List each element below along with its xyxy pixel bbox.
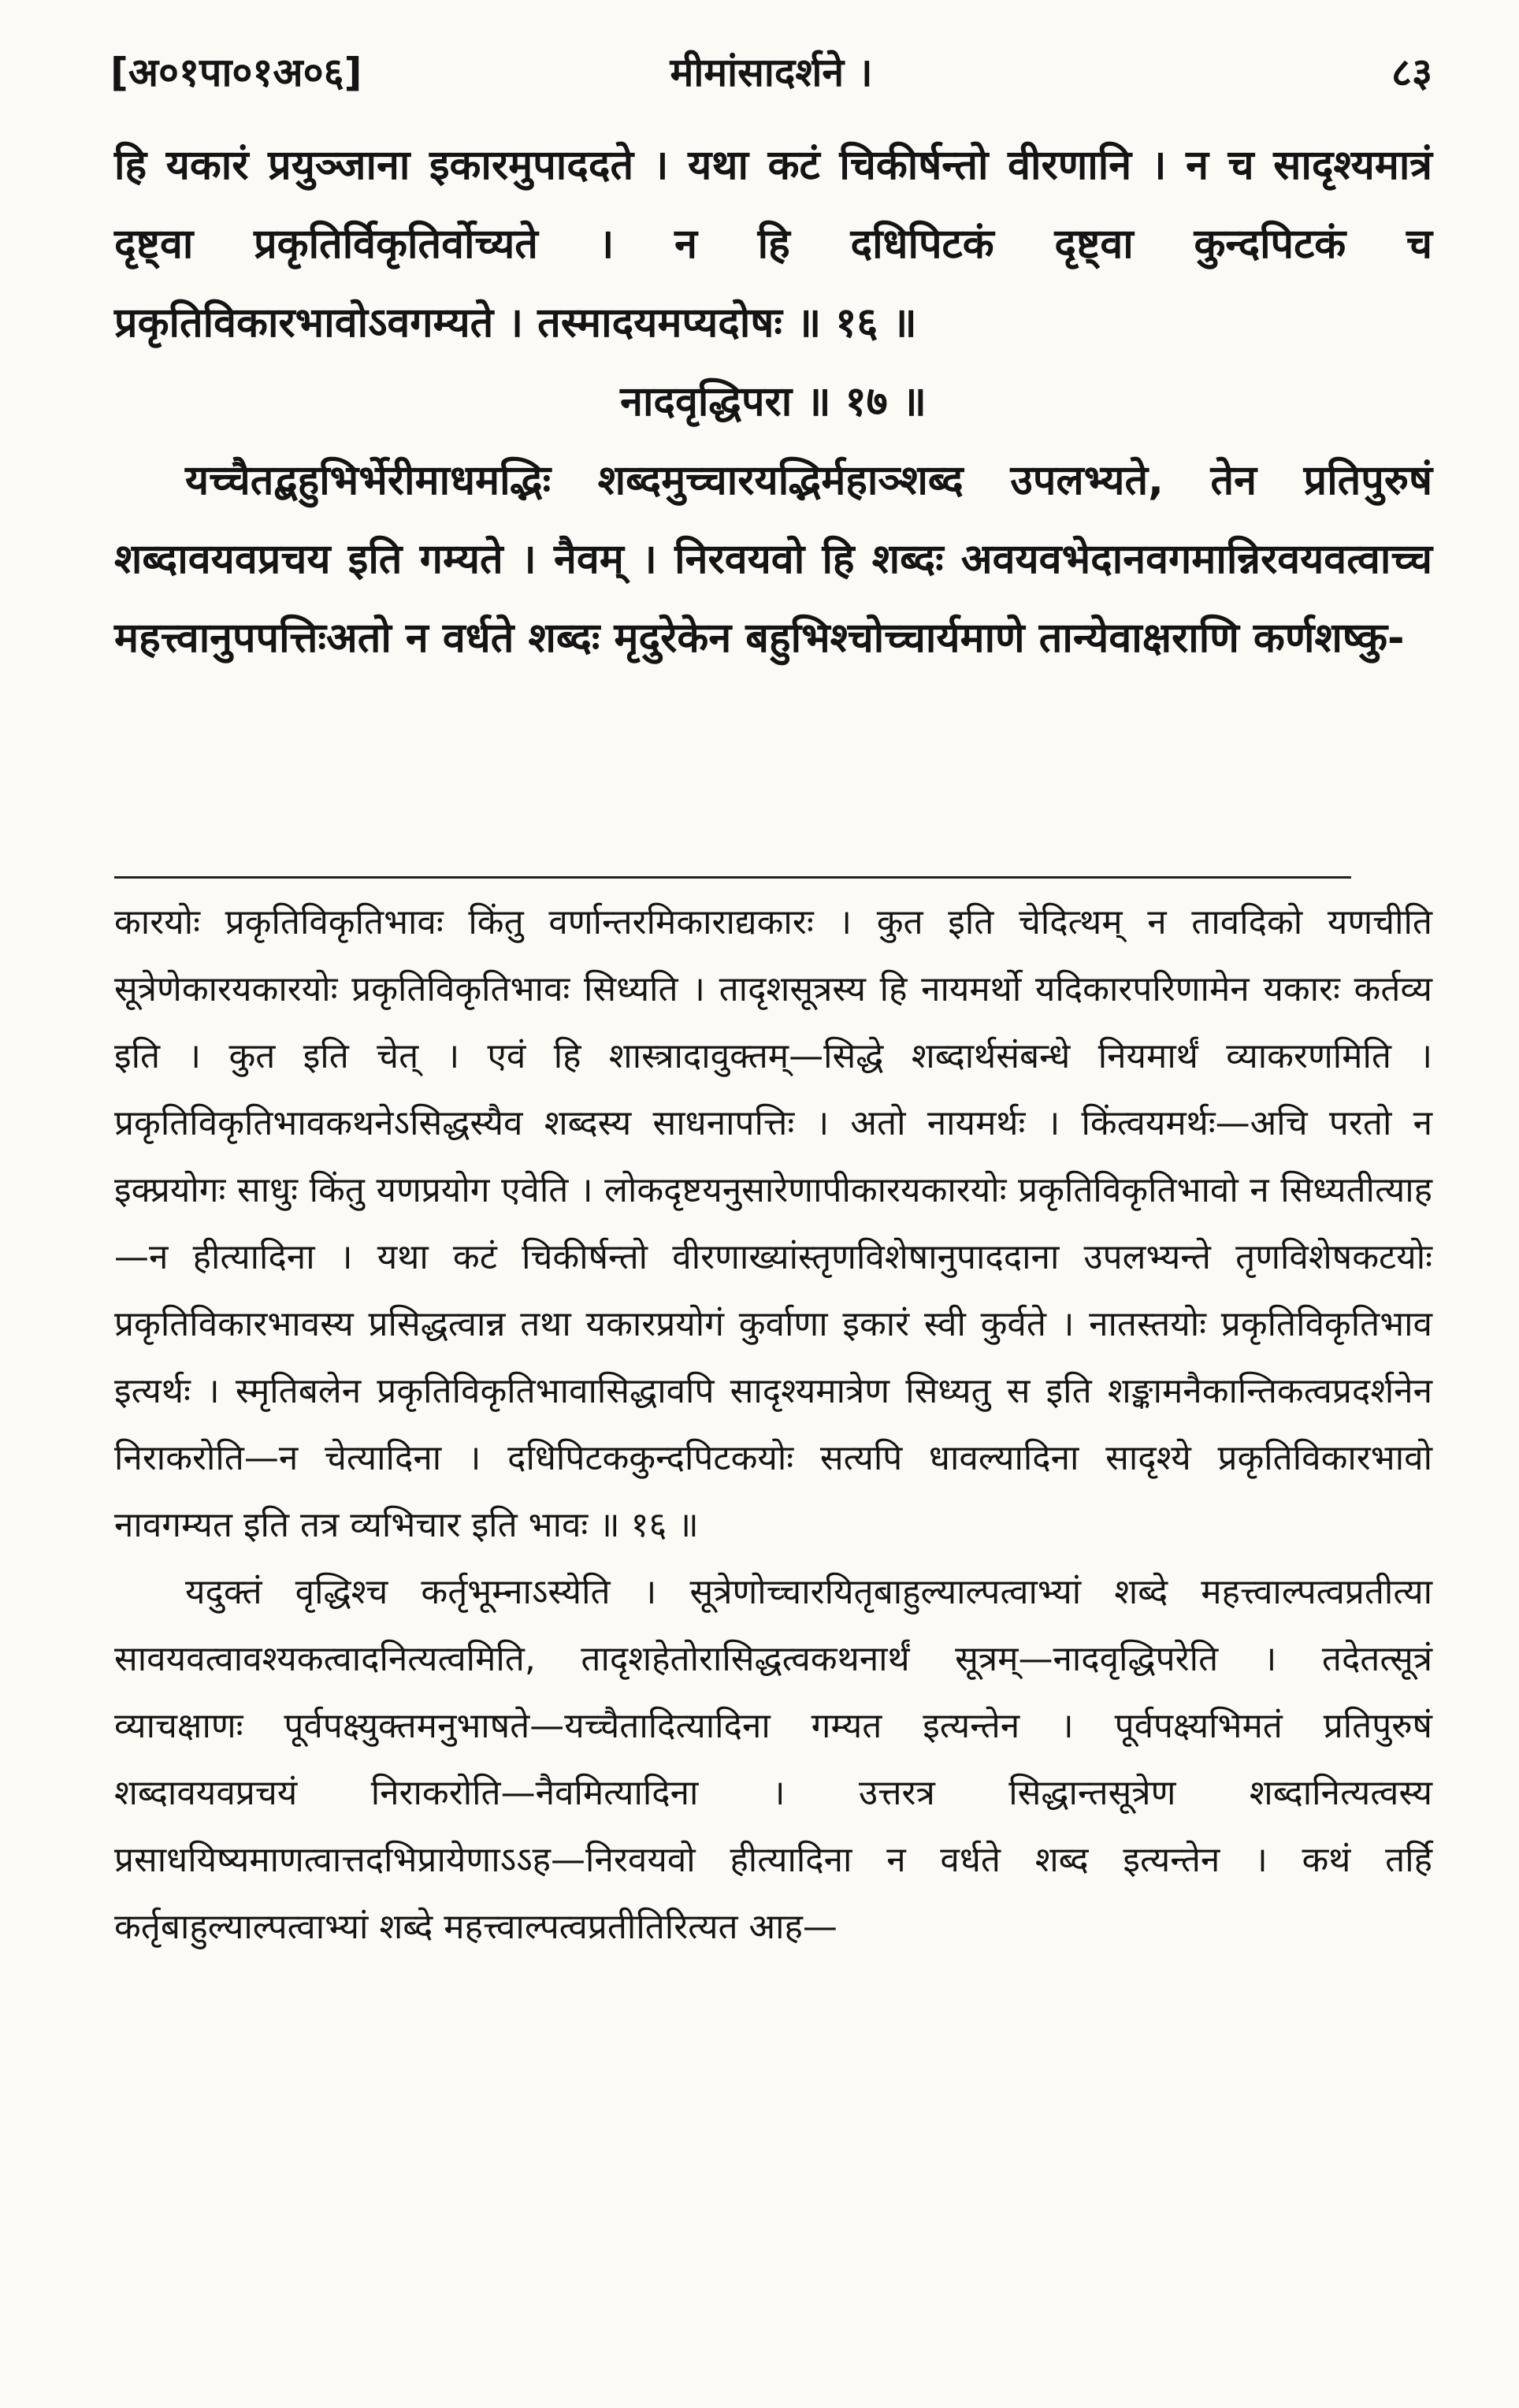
commentary-paragraph: यदुक्तं वृद्धिश्च कर्तृभूम्नाऽस्येति । सूत्रेणोच्चारयितृबाहुल्याल्पत्वाभ्यां शब्दे महत्त्वाल्पत्वप्रतीत्या सावयवत्वावश्यकत्वादनित्यत्वमिति, तादृशहेतोरासिद्धत्वकथनार्थं सूत्रम्—नादवृद्धिपरेति । तदेतत्सूत्रं व्याचक्षाणः पूर्वपक्ष्युक्तमनुभाषते—यच्चैतादित्यादिना गम्यत इत्यन्तेन । पूर्वपक्ष्यभिमतं प्रतिपुरुषं शब्दावयवप्रचयं निराकरोति—नैवमित्यादिना । उत्तरत्र सिद्धान्तसूत्रेण शब्दानित्यत्वस्य प्रसाधयिष्यमाणत्वात्तदभिप्रायेणाऽऽह—निरवयवो हीत्यादिना न वर्धते शब्द इत्यन्तेन । कथं तर्हि कर्तृबाहुल्याल्पत्वाभ्यां शब्दे महत्त्वाल्पत्वप्रतीतिरित्यत आह— (114, 1572, 1432, 1947)
running-head (110, 41, 1432, 104)
chapter-reference: [अ०१पा०१अ०६] (110, 50, 362, 95)
main-text (114, 126, 1432, 678)
commentary (114, 889, 1432, 1960)
divider-rule (114, 876, 1351, 879)
main-paragraph: हि यकारं प्रयुञ्जाना इकारमुपाददते । यथा कटं चिकीर्षन्तो वीरणानि । न च सादृश्यमात्रं दृष्ट्वा प्रकृतिर्विकृतिर्वोच्यते । न हि दधिपिटकं दृष्ट्वा कुन्दपिटकं च प्रकृतिविकारभावोऽवगम्यते । तस्मादयमप्यदोषः ॥ १६ ॥ (114, 142, 1432, 347)
sutra-heading: नादवृद्धिपरा ॥ १७ ॥ (620, 378, 927, 425)
book-title: मीमांसादर्शने । (670, 50, 873, 95)
page-number: ८३ (1391, 50, 1432, 95)
commentary-paragraph: कारयोः प्रकृतिविकृतिभावः किंतु वर्णान्तरमिकाराद्यकारः । कुत इति चेदित्थम् न तावदिको यणचीति सूत्रेणेकारयकारयोः प्रकृतिविकृतिभावः सिध्यति । तादृशसूत्रस्य हि नायमर्थो यदिकारपरिणामेन यकारः कर्तव्य इति । कुत इति चेत् । एवं हि शास्त्रादावुक्तम्—सिद्धे शब्दार्थसंबन्धे नियमार्थं व्याकरणमिति । प्रकृतिविकृतिभावकथनेऽसिद्धस्यैव शब्दस्य साधनापत्तिः । अतो नायमर्थः । किंत्वयमर्थः—अचि परतो न इक्प्रयोगः साधुः किंतु यणप्रयोग एवेति । लोकदृष्टयनुसारेणापीकारयकारयोः प्रकृतिविकृतिभावो न सिध्यतीत्याह—न हीत्यादिना । यथा कटं चिकीर्षन्तो वीरणाख्यांस्तृणविशेषानुपाददाना उपलभ्यन्ते तृणविशेषकटयोः प्रकृतिविकारभावस्य प्रसिद्धत्वान्न तथा यकारप्रयोगं कुर्वाणा इकारं स्वी कुर्वते । नातस्तयोः प्रकृतिविकृतिभाव इत्यर्थः । स्मृतिबलेन प्रकृतिविकृतिभावासिद्धावपि सादृश्यमात्रेण सिध्यतु स इति शङ्कामनैकान्तिकत्वप्रदर्शनेन निराकरोति—न चेत्यादिना । दधिपिटककुन्दपिटकयोः सत्यपि धावल्यादिना सादृश्ये प्रकृतिविकारभावो नावगम्यत इति तत्र व्यभिचार इति भावः ॥ १६ ॥ (114, 902, 1432, 1545)
main-paragraph: यच्चैतद्बहुभिर्भेरीमाधमद्भिः शब्दमुच्चारयद्भिर्महाञ्शब्द उपलभ्यते, तेन प्रतिपुरुषं शब्दावयवप्रचय इति गम्यते । नैवम् । निरवयवो हि शब्दः अवयवभेदानवगमान्निरवयवत्वाच्च महत्त्वानुपपत्तिःअतो न वर्धते शब्दः मृदुरेकेन बहुभिश्चोच्चार्यमाणे तान्येवाक्षराणि कर्णशष्कु- (114, 457, 1432, 662)
